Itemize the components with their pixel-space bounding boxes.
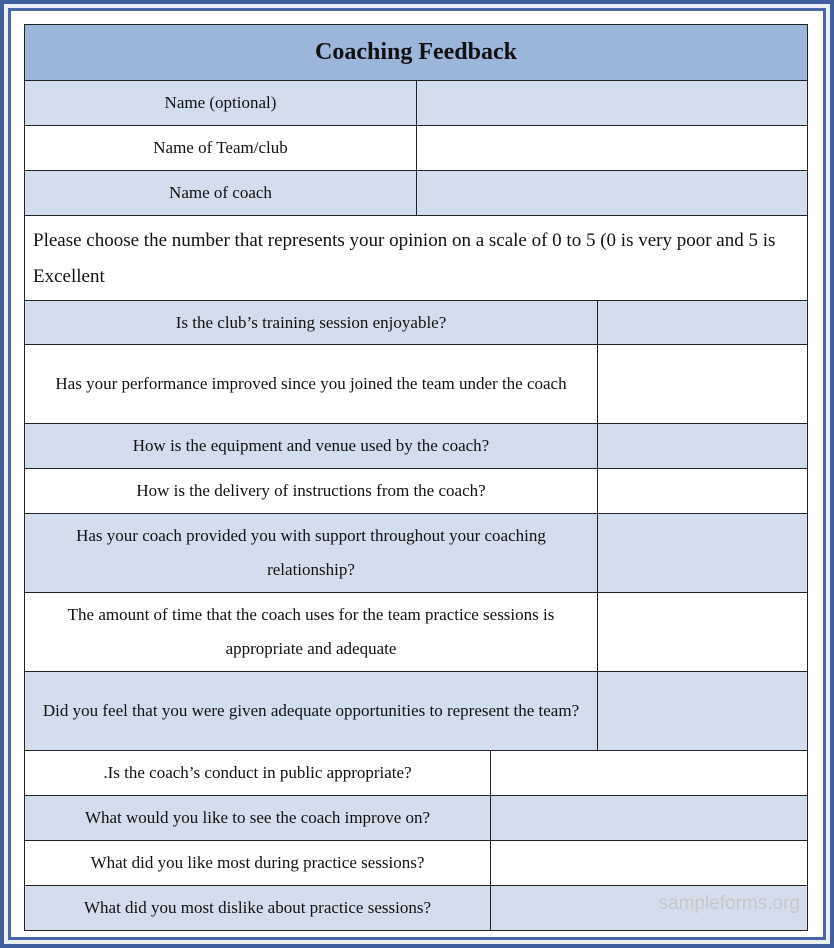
field-label: Name of coach [169, 183, 272, 202]
answer-input[interactable] [490, 796, 807, 840]
answer-input[interactable] [490, 841, 807, 885]
rating-row [25, 514, 807, 593]
form-title: Coaching Feedback [25, 25, 807, 81]
rating-input[interactable] [597, 301, 807, 344]
answer-input[interactable] [490, 751, 807, 795]
rating-row [25, 672, 807, 751]
team-input[interactable] [416, 126, 807, 170]
rating-row [25, 593, 807, 672]
question-text: Has your performance improved since you joined the team under the coach [55, 374, 567, 393]
feedback-form [24, 24, 808, 931]
rating-input[interactable] [597, 469, 807, 513]
rating-row [25, 301, 807, 345]
rating-row [25, 424, 807, 469]
rating-input[interactable] [597, 424, 807, 468]
info-row-coach [25, 171, 807, 216]
question-text: How is the equipment and venue used by the coach? [132, 436, 490, 455]
question-text: The amount of time that the coach uses for the team practice sessions is appropriate and adequate [67, 605, 555, 658]
rating-row [25, 345, 807, 424]
watermark-text: sampleforms.org [658, 893, 800, 914]
open-question-row [25, 841, 807, 886]
instructions-row [25, 216, 807, 301]
open-question-row [25, 751, 807, 796]
rating-input[interactable] [597, 672, 807, 750]
question-text: .Is the coach’s conduct in public appropriate? [103, 763, 412, 782]
question-text: Has your coach provided you with support throughout your coaching relationship? [76, 526, 546, 579]
question-text: What did you most dislike about practice sessions? [83, 898, 431, 917]
name-input[interactable] [416, 81, 807, 125]
field-label: Name of Team/club [153, 138, 288, 157]
open-question-row [25, 796, 807, 841]
question-text: What would you like to see the coach improve on? [84, 808, 431, 827]
info-row-name [25, 81, 807, 126]
question-text: What did you like most during practice sessions? [90, 853, 425, 872]
question-text: How is the delivery of instructions from the coach? [136, 481, 486, 500]
question-text: Did you feel that you were given adequate opportunities to represent the team? [42, 701, 580, 720]
rating-input[interactable] [597, 593, 807, 671]
question-text: Is the club’s training session enjoyable? [175, 312, 447, 332]
instructions-text: Please choose the number that represents your opinion on a scale of 0 to 5 (0 is very poor and 5 is Excellent [33, 230, 776, 287]
info-row-team [25, 126, 807, 171]
coach-input[interactable] [416, 171, 807, 215]
rating-input[interactable] [597, 514, 807, 592]
rating-input[interactable] [597, 345, 807, 423]
rating-row [25, 469, 807, 514]
field-label: Name (optional) [164, 93, 277, 112]
